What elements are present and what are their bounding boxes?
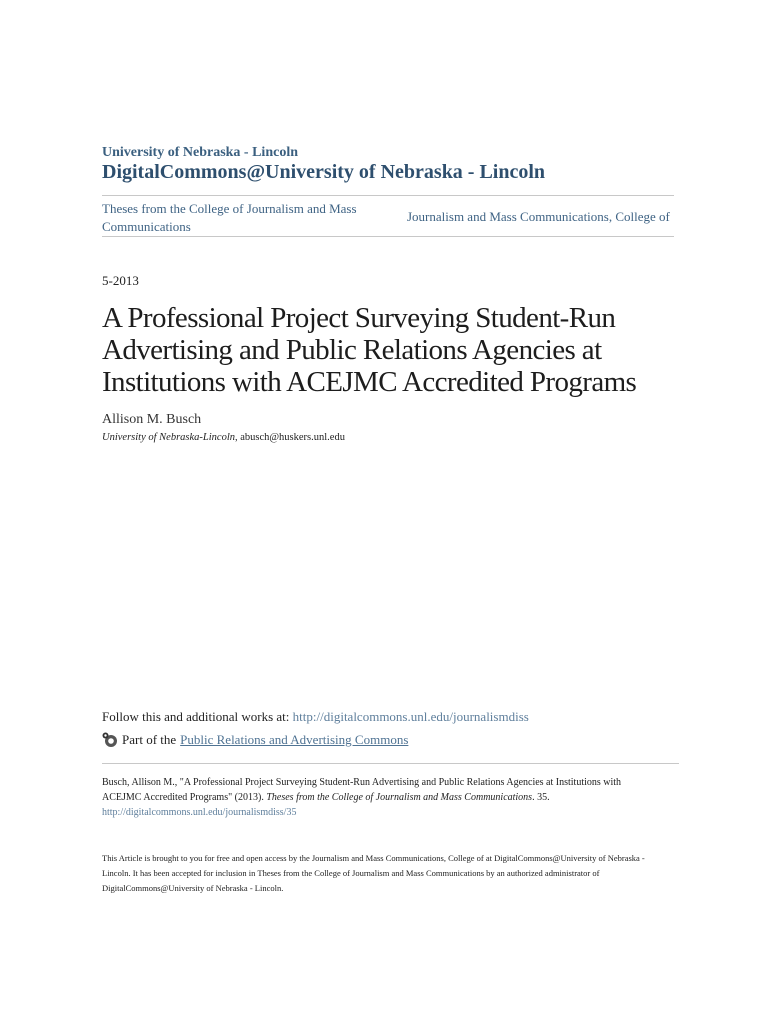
part-of-line	[102, 732, 408, 748]
divider	[102, 195, 674, 196]
follow-label: Follow this and additional works at:	[102, 709, 293, 724]
author-name: Allison M. Busch	[102, 412, 202, 427]
access-notice: This Article is brought to you for free and open access by the Journalism and Mass Communications, College of at DigitalCommons@University of Nebraska - Lincoln. It has been accepted for inclusion in Theses from the College of Journalism and Mass Communications by an authorized administrator of DigitalCommons@University of Nebraska - Lincoln.	[102, 853, 645, 893]
part-of-label: Part of the	[122, 732, 177, 747]
author-affiliation	[102, 432, 345, 443]
publication-date: 5-2013	[102, 273, 139, 288]
affiliation-name: University of Nebraska-Lincoln	[102, 432, 235, 443]
commons-link[interactable]: Public Relations and Advertising Commons	[180, 732, 409, 747]
repository-title-link[interactable]: DigitalCommons@University of Nebraska - Lincoln	[102, 161, 546, 183]
commons-network-icon	[102, 732, 118, 748]
citation-series: Theses from the College of Journalism and Mass Communications	[266, 792, 533, 803]
follow-line	[102, 709, 529, 725]
citation-url-link[interactable]: http://digitalcommons.unl.edu/journalismdiss/35	[102, 807, 297, 818]
follow-url-link[interactable]: http://digitalcommons.unl.edu/journalismdiss	[292, 709, 529, 724]
divider	[102, 236, 674, 237]
divider	[102, 763, 679, 764]
department-link[interactable]: Journalism and Mass Communications, College of	[407, 209, 670, 224]
citation-number: . 35.	[532, 792, 550, 803]
author-email: , abusch@huskers.unl.edu	[234, 432, 345, 443]
article-title: A Professional Project Surveying Student-Run Advertising and Public Relations Agencies at Institutions with ACEJMC Accredited Programs	[102, 302, 637, 398]
series-collection-link[interactable]: Theses from the College of Journalism and Mass Communications	[102, 201, 357, 234]
recommended-citation	[102, 775, 662, 820]
institution-link[interactable]: University of Nebraska - Lincoln	[102, 145, 298, 160]
citation-text: Busch, Allison M., "A Professional Project Surveying Student-Run Advertising and Public Relations Agencies at Institutions with ACEJMC Accredited Programs" (2013).	[102, 777, 622, 803]
